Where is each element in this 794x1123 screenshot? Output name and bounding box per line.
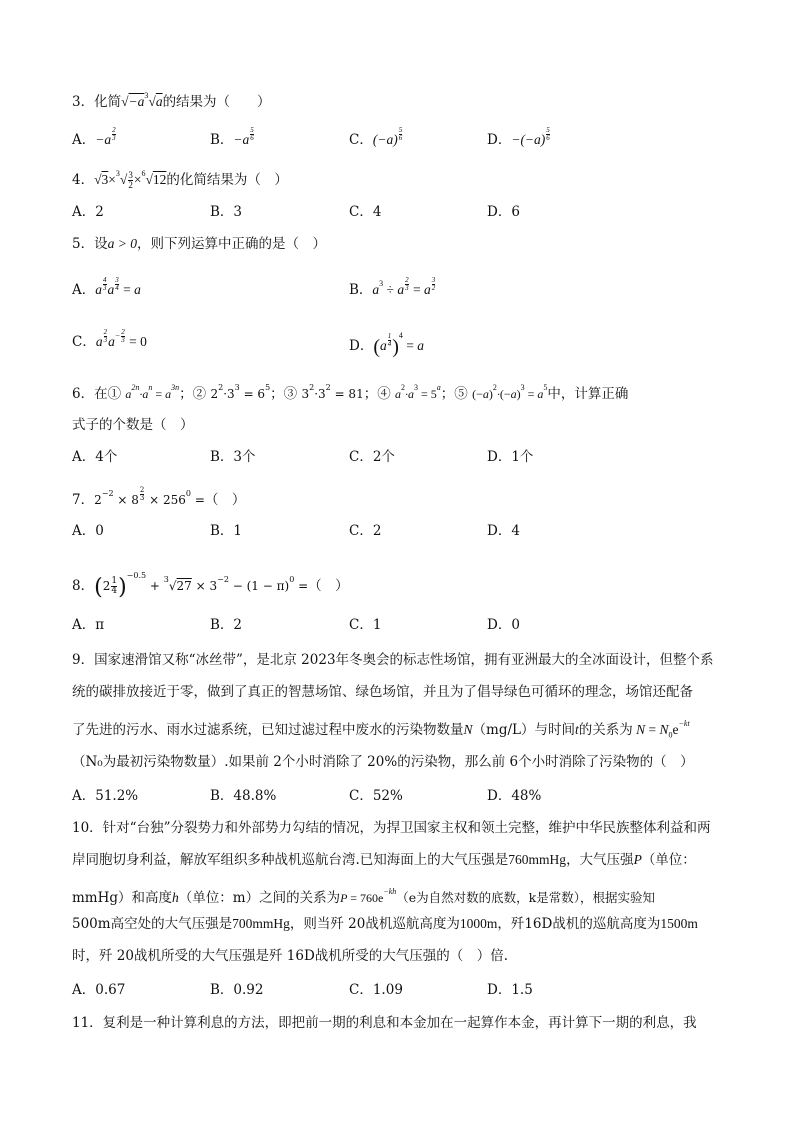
option-value: 52% [372, 788, 403, 804]
option-label: D． [487, 982, 512, 998]
q10-line4-text: ，则当歼 20战机巡航高度为 [289, 916, 460, 932]
option-label: B． [210, 449, 234, 465]
q6-sep: ；② [179, 386, 207, 402]
q6-stem-line2: 式子的个数是（ ） [72, 417, 194, 433]
q5-option-b-expr: $a^3 \div a$ $^{\frac{2}{3}}$ = a $^{\frac{3}{2}}$ [372, 275, 436, 297]
option-label: D． [487, 449, 512, 465]
q5-option-a-expr: a $^{\frac{4}{3}}$ a $^{\frac{3}{4}}$ = a [95, 275, 141, 297]
option-label: B． [210, 523, 234, 539]
q8-stem [72, 566, 349, 598]
q9-line1: 9．国家速滑馆又称“冰丝带”，是北京 2023年冬奥会的标志性场馆，拥有亚洲最大的全冰面设计，但整个系 [72, 652, 714, 668]
option-label: B． [210, 788, 234, 804]
q6-option-b[interactable] [210, 447, 256, 467]
q6-expr-2: $2^2\cdot 3^3 = 6^5$ [210, 383, 271, 401]
option-value: 0.92 [233, 982, 264, 998]
option-value: 1 [233, 523, 243, 539]
q6-option-c[interactable] [349, 447, 395, 467]
option-label: C． [349, 617, 373, 633]
option-value: 0 [95, 523, 104, 539]
q8-option-a[interactable] [72, 615, 104, 635]
q3-option-d-expr: −(−a) $^{\frac{5}{6}}$ [511, 125, 550, 147]
q6-expr-1: $a^{2n}\cdot a^n = a^{3n}$ [125, 383, 180, 401]
option-value: 48.8% [233, 788, 277, 804]
q3-stem [72, 86, 271, 112]
q10-height-j20: 1000m [459, 916, 498, 931]
q6-option-a[interactable] [72, 447, 117, 467]
q9-line3-text: 的关系为 [578, 722, 633, 738]
q10-height-j16d: 1500m [660, 916, 698, 931]
q6-stem-line1 [72, 378, 628, 404]
option-label: A． [72, 449, 96, 465]
q6-expr-4: $a^2\cdot a^3 = 5^a$ [395, 383, 441, 401]
option-value: 6 [511, 204, 520, 220]
option-value: 2 [372, 523, 382, 539]
q6-sep: ；④ [363, 386, 391, 402]
option-label: A． [72, 132, 96, 148]
option-value: π [95, 617, 105, 633]
q10-pressure-sea: 760mmHg [508, 852, 567, 867]
q10-formula: $P = 760e^{-kh}$ [340, 887, 397, 905]
option-label: B． [210, 132, 234, 148]
q3-expr: $√-a^3√a$ [121, 91, 163, 109]
option-value: 3 [233, 204, 243, 220]
option-label: D． [487, 132, 512, 148]
option-label: C． [349, 788, 373, 804]
q4-expr: √3×$^3$√ $\frac{3}{2}$ ×$^6$√12 [94, 169, 167, 191]
option-label: A． [72, 617, 96, 633]
q9-line4: （N₀为最初污染物数量）.如果前 2个小时消除了 20%的污染物，那么前 6个小时消除了污染物的（ ） [72, 754, 694, 770]
q5-option-b[interactable] [349, 274, 436, 300]
q9-var-n: N [463, 722, 473, 737]
q11-line1: 11．复利是一种计算利息的方法，即把前一期的利息和本金加在一起算作本金，再计算下一期的利息，我 [72, 1015, 697, 1031]
q7-option-b[interactable] [210, 521, 242, 541]
q9-line2: 统的碳排放接近于零，做到了真正的智慧场馆、绿色场馆，并且为了倡导绿色可循环的理念，场馆还配备 [72, 684, 693, 700]
q3-option-b-expr: −a $^{\frac{5}{6}}$ [233, 125, 254, 147]
q9-option-c[interactable] [349, 786, 403, 806]
q9-option-b[interactable] [210, 786, 276, 806]
option-label: C． [349, 204, 373, 220]
option-label: D． [487, 523, 512, 539]
q4-suffix: 的化简结果为（ ） [166, 172, 288, 188]
q7-option-a[interactable] [72, 521, 104, 541]
option-label: A． [72, 523, 96, 539]
q6-expr-5: $(-a)^2\cdot(-a)^3 = a^5$ [472, 383, 548, 401]
q10-line2-text: 岸同胞切身利益，解放军组织多种战机巡航台湾.已知海面上的大气压强是 [72, 852, 509, 868]
option-value: 1.5 [511, 982, 533, 998]
q4-option-b[interactable] [210, 202, 242, 222]
q7-expr: $2^{-2} \times 8$ $^{\frac{2}{3}}$ × $256^0$ = [94, 485, 205, 507]
q5-stem [72, 234, 326, 254]
q5-condition: a > 0 [107, 236, 137, 251]
option-value: 0 [511, 617, 520, 633]
q8-option-c[interactable] [349, 615, 381, 635]
q3-option-c[interactable] [349, 124, 403, 150]
q3-option-c-expr: (−a) $^{\frac{5}{6}}$ [372, 125, 403, 147]
q3-option-a[interactable] [72, 124, 117, 150]
q10-option-d[interactable] [487, 980, 533, 1000]
q6-suffix: 中，计算正确 [547, 386, 629, 402]
q3-option-d[interactable] [487, 124, 551, 150]
option-label: D． [349, 338, 374, 354]
q9-line3 [72, 714, 724, 746]
q10-line1: 10．针对“台独”分裂势力和外部势力勾结的情况，为捍卫国家主权和领土完整，维护中华民族整体利益和两 [72, 820, 711, 836]
option-label: D． [487, 204, 512, 220]
q10-line4-text: 500m高空处的大气压强是 [72, 916, 233, 932]
option-label: C． [349, 132, 373, 148]
option-label: D． [487, 788, 512, 804]
q5-option-d-expr: (a $^{\frac{1}{4}}$ )$^4$ = a [373, 331, 425, 358]
q4-stem [72, 164, 288, 190]
q7-option-d[interactable] [487, 521, 520, 541]
q9-line3-text: （mg/L）与时间 [472, 722, 575, 738]
option-label: A． [72, 204, 96, 220]
q7-stem [72, 484, 245, 510]
option-label: B． [210, 617, 234, 633]
q8-prefix: 8． [72, 578, 95, 594]
option-value: 3个 [233, 449, 256, 465]
q6-prefix: 6．在① [72, 386, 122, 402]
q10-line2-text: （单位： [641, 852, 696, 868]
q10-line5: 时，歼 20战机所受的大气压强是歼 16D战机所受的大气压强的（ ）倍. [72, 948, 509, 964]
q10-var-p: P [633, 852, 642, 867]
q5-prefix: 5．设 [72, 236, 108, 252]
q5-option-c[interactable] [72, 326, 147, 352]
q9-line3-text: 了先进的污水、雨水过滤系统，已知过滤过程中废水的污染物数量 [72, 722, 464, 738]
option-value: 1 [372, 617, 382, 633]
option-value: 0.67 [95, 982, 126, 998]
option-value: 1.09 [372, 982, 403, 998]
q10-line3-text: （e为自然对数的底数，k是常数），根据实验知 [396, 890, 655, 905]
q9-var-t: t [574, 722, 579, 737]
q7-prefix: 7． [72, 492, 95, 508]
option-value: 2 [233, 617, 243, 633]
q4-prefix: 4． [72, 172, 95, 188]
q5-option-a[interactable] [72, 274, 141, 300]
q10-line4 [72, 914, 724, 934]
q10-line3-text: （单位：m）之间的关系为 [178, 890, 341, 906]
q5-suffix: ，则下列运算中正确的是（ ） [136, 236, 326, 252]
q6-sep: ；③ [270, 386, 298, 402]
q10-option-b[interactable] [210, 980, 263, 1000]
q10-pressure-500: 700mmHg [232, 916, 290, 931]
q10-option-a[interactable] [72, 980, 125, 1000]
option-label: C． [349, 523, 373, 539]
option-value: 48% [511, 788, 542, 804]
option-label: B． [349, 282, 373, 298]
q3-option-a-expr: −a $^{\frac{2}{3}}$ [95, 125, 116, 147]
q3-prefix: 3．化简 [72, 94, 122, 110]
q9-formula: $N = N_0e^{-kt}$ [632, 719, 690, 740]
option-value: 2 [95, 204, 104, 220]
q5-option-c-expr: a $^{\frac{2}{3}}$ $a^{- \frac{2}{3}}$ = 0 [95, 327, 147, 349]
q5-option-d[interactable] [349, 326, 424, 357]
option-value: 4个 [95, 449, 118, 465]
option-label: B． [210, 204, 234, 220]
q7-option-c[interactable] [349, 521, 381, 541]
q10-line2 [72, 850, 724, 870]
q8-option-b[interactable] [210, 615, 242, 635]
option-label: A． [72, 282, 96, 298]
option-value: 1个 [511, 449, 534, 465]
q10-line3-text: mmHg）和高度 [72, 890, 173, 906]
q9-option-d[interactable] [487, 786, 541, 806]
q6-option-d[interactable] [487, 447, 533, 467]
q8-suffix: （ ） [308, 578, 349, 594]
q8-expr: (2 $\frac{1}{4}$ )$^{-0.5} + ^3√27 \times 3^{-2} - (1 - \pi)^0$ = [94, 571, 309, 600]
q7-suffix: （ ） [204, 492, 246, 508]
q6-expr-3: $3^2\cdot 3^2 = 81$ [301, 383, 364, 401]
q10-var-h: h [172, 890, 179, 905]
q8-option-d[interactable] [487, 615, 520, 635]
option-value: 4 [372, 204, 382, 220]
q9-option-a[interactable] [72, 786, 138, 806]
option-label: D． [487, 617, 512, 633]
q4-option-d[interactable] [487, 202, 520, 222]
option-label: C． [349, 982, 373, 998]
q10-line3 [72, 882, 724, 908]
option-value: 4 [511, 523, 520, 539]
q6-sep: ；⑤ [440, 386, 468, 402]
option-label: A． [72, 982, 96, 998]
q3-option-b[interactable] [210, 124, 255, 150]
option-label: C． [72, 334, 96, 350]
q10-line4-text: ，歼16D战机的巡航高度为 [497, 916, 661, 932]
option-label: B． [210, 982, 234, 998]
option-value: 2个 [372, 449, 395, 465]
q10-option-c[interactable] [349, 980, 403, 1000]
q4-option-c[interactable] [349, 202, 381, 222]
q10-line2-text: ，大气压强 [566, 852, 634, 868]
option-value: 51.2% [95, 788, 139, 804]
q3-suffix: 的结果为（ ） [162, 94, 271, 110]
option-label: A． [72, 788, 96, 804]
option-label: C． [349, 449, 373, 465]
q4-option-a[interactable] [72, 202, 104, 222]
